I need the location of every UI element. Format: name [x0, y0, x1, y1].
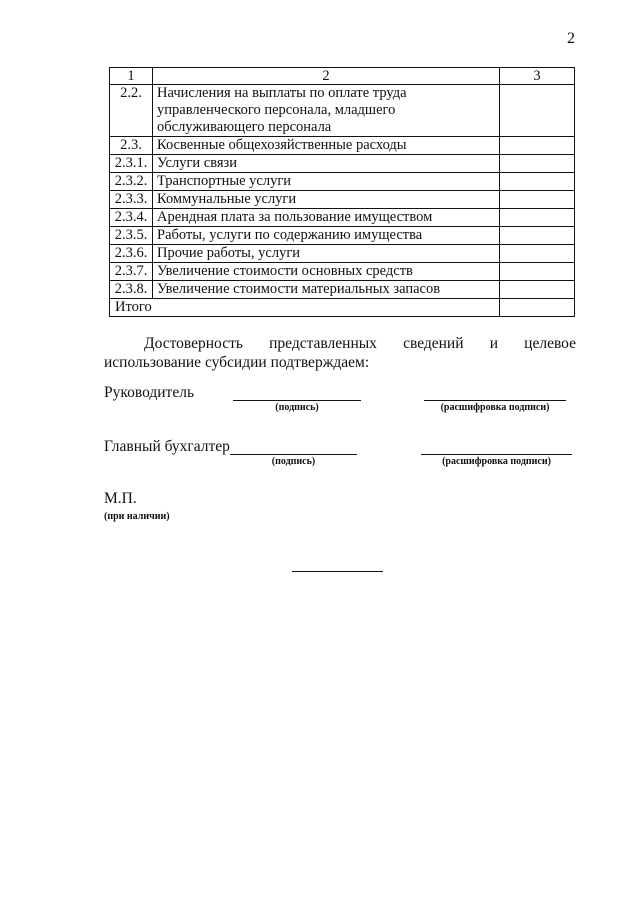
row-value	[500, 137, 575, 155]
expense-table	[109, 67, 575, 317]
head-decode-line	[424, 400, 566, 401]
accountant-signature-line	[230, 454, 357, 455]
row-number: 2.3.6.	[110, 245, 153, 263]
row-text: Косвенные общехозяйственные расходы	[153, 137, 500, 155]
row-value	[500, 85, 575, 137]
table-row	[110, 245, 575, 263]
row-text: Начисления на выплаты по оплате труда управленческого персонала, младшего обслуживающего персонала	[153, 85, 500, 137]
head-signature-line	[233, 400, 361, 401]
row-text: Коммунальные услуги	[153, 191, 500, 209]
row-text: Работы, услуги по содержанию имущества	[153, 227, 500, 245]
table-row	[110, 155, 575, 173]
row-value	[500, 281, 575, 299]
row-number: 2.3.8.	[110, 281, 153, 299]
row-value	[500, 173, 575, 191]
table-row	[110, 209, 575, 227]
row-number: 2.3.5.	[110, 227, 153, 245]
table-row	[110, 263, 575, 281]
row-value	[500, 227, 575, 245]
table-row	[110, 191, 575, 209]
row-value	[500, 155, 575, 173]
table-row	[110, 85, 575, 137]
header-cell-2: 2	[153, 68, 500, 85]
page-number: 2	[567, 30, 575, 47]
head-label: Руководитель	[104, 384, 195, 401]
row-number: 2.2.	[110, 85, 153, 137]
row-value	[500, 209, 575, 227]
end-separator-line	[292, 571, 383, 572]
accountant-signature-caption: (подпись)	[271, 456, 316, 467]
accountant-decode-caption: (расшифровка подписи)	[442, 456, 551, 467]
row-number: 2.3.1.	[110, 155, 153, 173]
table-row	[110, 173, 575, 191]
header-cell-3: 3	[500, 68, 575, 85]
row-text: Прочие работы, услуги	[153, 245, 500, 263]
table-row	[110, 137, 575, 155]
table-total-row	[110, 299, 575, 317]
table-row	[110, 227, 575, 245]
total-value	[500, 299, 575, 317]
table-header-row	[110, 68, 575, 85]
total-label: Итого	[110, 299, 500, 317]
row-text: Увеличение стоимости материальных запасов	[153, 281, 500, 299]
row-number: 2.3.4.	[110, 209, 153, 227]
row-value	[500, 245, 575, 263]
stamp-note: (при наличии)	[104, 511, 170, 522]
header-cell-1: 1	[110, 68, 153, 85]
row-number: 2.3.3.	[110, 191, 153, 209]
row-text: Услуги связи	[153, 155, 500, 173]
row-text: Увеличение стоимости основных средств	[153, 263, 500, 281]
row-number: 2.3.2.	[110, 173, 153, 191]
row-number: 2.3.7.	[110, 263, 153, 281]
row-value	[500, 263, 575, 281]
accountant-label: Главный бухгалтер	[104, 438, 230, 455]
table-row	[110, 281, 575, 299]
stamp-label: М.П.	[104, 490, 137, 507]
row-value	[500, 191, 575, 209]
confirmation-text: Достоверность представленных сведений и целевое использование субсидии подтверждаем:	[104, 335, 576, 371]
row-text: Транспортные услуги	[153, 173, 500, 191]
row-number: 2.3.	[110, 137, 153, 155]
accountant-decode-line	[421, 454, 572, 455]
head-decode-caption: (расшифровка подписи)	[440, 402, 550, 413]
row-text: Арендная плата за пользование имуществом	[153, 209, 500, 227]
head-signature-caption: (подпись)	[275, 402, 319, 413]
